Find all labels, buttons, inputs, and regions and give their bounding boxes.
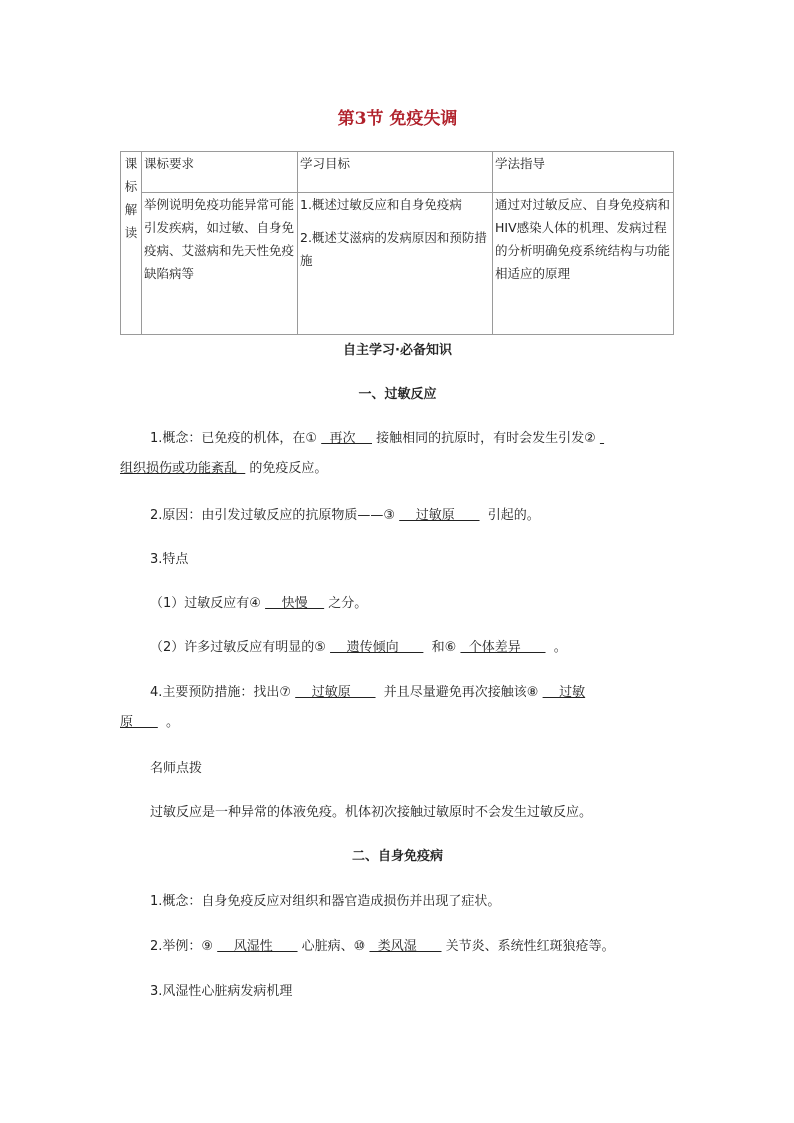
page-title: 第3节 免疫失调 xyxy=(337,109,458,129)
blank-2 xyxy=(600,431,604,446)
section-title: 自主学习·必备知识 xyxy=(343,343,452,358)
paragraph-autoimmune-concept: 1.概念：自身免疫反应对组织和器官造成损伤并出现了症状。 xyxy=(150,894,501,909)
blank-5: 遗传倾向 xyxy=(330,640,424,655)
paragraph-mechanism: 3.风湿性心脏病发病机理 xyxy=(150,984,293,999)
heading-allergy: 一、过敏反应 xyxy=(358,387,437,402)
paragraph-prevention: 4.主要预防措施：找出⑦ 过敏原 并且尽量避免再次接触该⑧ 过敏 xyxy=(150,685,586,700)
curriculum-table xyxy=(120,151,674,335)
blank-1: 再次 xyxy=(321,431,372,446)
paragraph-features: 3.特点 xyxy=(150,552,189,567)
blank-3: 过敏原 xyxy=(399,508,480,523)
side-label: 课 标 解 读 xyxy=(121,152,142,335)
blank-10: 类风湿 xyxy=(369,939,442,954)
paragraph-examples: 2.举例：⑨ 风湿性 心脏病、⑩ 类风湿 关节炎、系统性红斑狼疮等。 xyxy=(150,939,615,954)
blank-8-cont: 原 xyxy=(120,715,158,730)
table-row xyxy=(121,193,674,335)
feature-1: （1）过敏反应有④ 快慢 之分。 xyxy=(150,596,368,611)
paragraph-prevention-cont: 原 。 xyxy=(120,715,180,730)
tip-text: 过敏反应是一种异常的体液免疫。机体初次接触过敏原时不会发生过敏反应。 xyxy=(150,805,593,820)
header-method: 学法指导 xyxy=(493,152,674,193)
blank-6: 个体差异 xyxy=(460,640,546,655)
goal-item: 2.概述艾滋病的发病原因和预防措施 xyxy=(300,230,487,268)
blank-9: 风湿性 xyxy=(217,939,298,954)
feature-2: （2）许多过敏反应有明显的⑤ 遗传倾向 和⑥ 个体差异 。 xyxy=(150,640,567,655)
paragraph-concept: 1.概念：已免疫的机体，在① 再次 接触相同的抗原时，有时会发生引发② xyxy=(120,428,675,450)
paragraph-cause: 2.原因：由引发过敏反应的抗原物质——③ 过敏原 引起的。 xyxy=(150,508,540,523)
table-header-row xyxy=(121,152,674,193)
paragraph-concept-cont: 组织损伤或功能紊乱 的免疫反应。 xyxy=(120,461,328,476)
goal-item: 1.概述过敏反应和自身免疫病 xyxy=(300,197,462,212)
header-requirement: 课标要求 xyxy=(142,152,298,193)
blank-8: 过敏 xyxy=(542,685,586,700)
method-cell: 通过对过敏反应、自身免疫病和HIV感染人体的机理、发病过程的分析明确免疫系统结构与功能相适应的原理 xyxy=(493,193,674,335)
blank-4: 快慢 xyxy=(265,596,325,611)
tip-title: 名师点拨 xyxy=(150,761,203,776)
heading-autoimmune: 二、自身免疫病 xyxy=(351,849,443,864)
goal-cell xyxy=(298,193,493,335)
header-goal: 学习目标 xyxy=(298,152,493,193)
requirement-cell: 举例说明免疫功能异常可能引发疾病，如过敏、自身免疫病、艾滋病和先天性免疫缺陷病等 xyxy=(142,193,298,335)
blank-2-cont: 组织损伤或功能紊乱 xyxy=(120,461,246,476)
blank-7: 过敏原 xyxy=(295,685,376,700)
